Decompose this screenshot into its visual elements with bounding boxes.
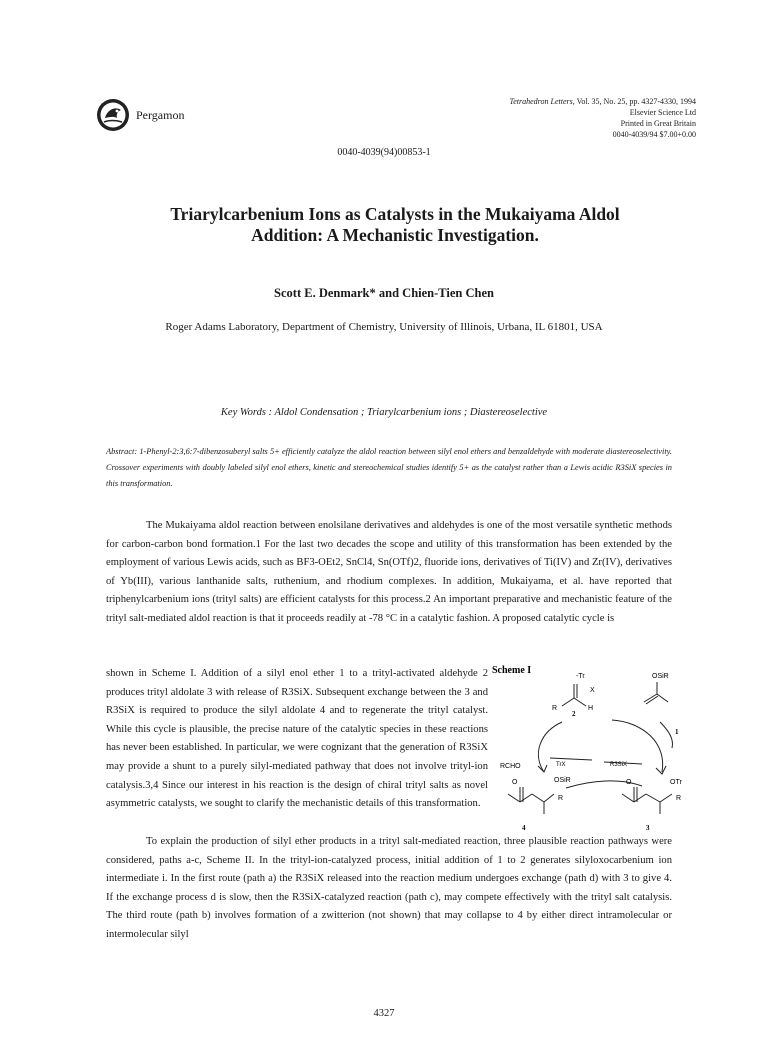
title-line-2: Addition: A Mechanistic Investigation. bbox=[251, 225, 539, 245]
doi-code: 0040-4039(94)00853-1 bbox=[337, 147, 431, 158]
aldehyde-2-structure bbox=[562, 684, 586, 706]
journal-publisher: Elsevier Science Ltd bbox=[629, 108, 696, 117]
abstract: Abstract: 1-Phenyl-2:3,6:7-dibenzosuberyl salts 5+ efficiently catalyze the aldol reaction between silyl enol ethers and benzaldehyde with moderate diastereoselectivity. Crossover experiments with doubly labeled silyl enol ethers, kinetic and stereochemical studies identify 5+ as the catalyst rather than a Lewis acidic R3SiX species in this transformation. bbox=[106, 447, 672, 488]
affiliation: Roger Adams Laboratory, Department of Chemistry, University of Illinois, Urbana, IL 61801, USA bbox=[165, 321, 603, 333]
scheme-osir3-4: OSiR bbox=[554, 777, 571, 784]
pergamon-logo-icon bbox=[96, 98, 130, 132]
scheme-1-figure bbox=[492, 662, 702, 838]
scheme-o-4: O bbox=[512, 779, 518, 786]
scheme-r3six: R3SiX bbox=[610, 762, 628, 768]
scheme-r-3: R bbox=[676, 795, 682, 802]
scheme-r-4: R bbox=[558, 795, 564, 802]
journal-printed: Printed in Great Britain bbox=[620, 119, 696, 128]
publisher-block bbox=[96, 98, 184, 132]
body-paragraph-1-continued: shown in Scheme I. Addition of a silyl enol ether 1 to a trityl-activated aldehyde 2 produces trityl aldolate 3 with release of R3SiX. Subsequent exchange between the 3 and R3SiX is required to produce the silyl aldolate 4 and to regenerate the trityl catalyst. While this cycle is plausible, the precise nature of the catalytic species in these reactions has never been established. In particular, we were cognizant that the generation of R3SiX may provide a shunt to a purely silyl-mediated pathway that does not involve trityl-ion catalysis.3,4 Since our interest in his reaction is the design of chiral trityl salts as novel asymmetric catalysts, we sought to clarify the mechanistic details of this transformation. bbox=[106, 668, 488, 810]
scheme-o-3: O bbox=[626, 779, 632, 786]
keywords: Key Words : Aldol Condensation ; Triarylcarbenium ions ; Diastereoselective bbox=[220, 407, 548, 418]
trityl-aldolate-3-structure bbox=[622, 787, 672, 814]
authors: Scott E. Denmark* and Chien-Tien Chen bbox=[274, 286, 494, 300]
scheme-rcho: RCHO bbox=[500, 763, 521, 770]
scheme-h-label: H bbox=[588, 705, 594, 712]
scheme-num-3: 3 bbox=[646, 824, 650, 832]
scheme-title: Scheme I bbox=[492, 665, 532, 676]
scheme-tr-top: -Tr bbox=[576, 673, 585, 680]
scheme-num-2: 2 bbox=[572, 710, 576, 718]
journal-volume: , Vol. 35, No. 25, pp. 4327-4330, 1994 bbox=[572, 97, 696, 106]
enol-ether-1-structure bbox=[644, 682, 668, 704]
publisher-name: Pergamon bbox=[136, 107, 185, 122]
journal-price: 0040-4039/94 $7.00+0.00 bbox=[612, 130, 696, 139]
journal-name: Tetrahedron Letters bbox=[509, 97, 573, 106]
page-number: 4327 bbox=[373, 1008, 395, 1019]
journal-reference bbox=[510, 96, 696, 140]
paper-title bbox=[100, 204, 690, 246]
scheme-otr: OTr bbox=[670, 779, 682, 786]
body-paragraph-2: To explain the production of silyl ether products in a trityl salt-mediated reaction, three plausible reaction pathways were considered, paths a-c, Scheme II. In the trityl-ion-catalyzed process, initial addition of 1 to 2 generates silyloxocarbenium ion intermediate i. In the first route (path a) the R3SiX released into the reaction medium undergoes exchange (path d) with 3 to give 4. If the exchange process d is slow, then the R3SiX-catalyzed reaction (path c), may compete effectively with the trityl salt catalysis. The third route (path b) involves formation of a zwitterion (not shown) that may collapse to 4 by either direct intramolecular or intermolecular silyl bbox=[106, 836, 672, 940]
scheme-r-label: R bbox=[552, 705, 558, 712]
scheme-num-1: 1 bbox=[675, 728, 679, 736]
silyl-aldolate-4-structure bbox=[508, 787, 554, 814]
scheme-osir3-top: OSiR bbox=[652, 673, 669, 680]
scheme-trx: TrX bbox=[556, 762, 566, 768]
title-line-1: Triarylcarbenium Ions as Catalysts in the Mukaiyama Aldol bbox=[170, 204, 620, 224]
body-paragraph-1: The Mukaiyama aldol reaction between enolsilane derivatives and aldehydes is one of the most versatile synthetic methods for carbon-carbon bond formation.1 For the last two decades the scope and utility of this transformation has been extended by the employment of various Lewis acids, such as BF3-OEt2, SnCl4, Sn(OTf)2, fluoride ions, derivatives of Ti(IV) and Zr(IV), derivatives of Yb(III), various lanthanide salts, ruthenium, and rhodium complexes. In addition, Mukaiyama, et al. have reported that triphenylcarbenium ions (trityl salts) are efficient catalysts for this process.2 An important preparative and mechanistic feature of the trityl salt-mediated aldol reaction is that it proceeds readily at -78 °C in a catalytic fashion. A proposed catalytic cycle is bbox=[106, 520, 672, 624]
scheme-x-minus: X bbox=[590, 687, 595, 694]
scheme-num-4: 4 bbox=[522, 824, 526, 832]
